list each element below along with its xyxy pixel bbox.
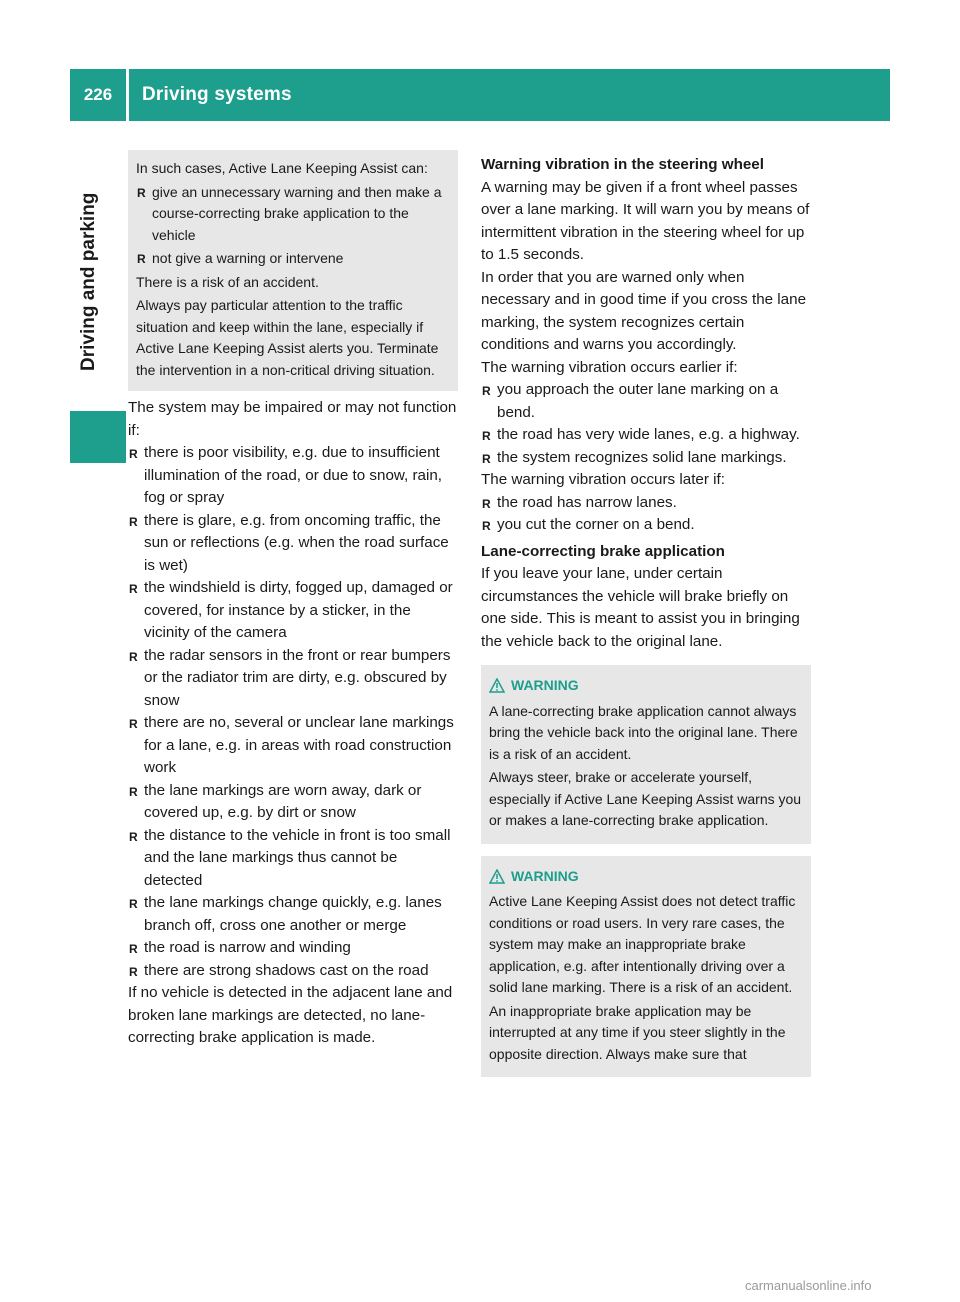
list-item: R you approach the outer lane marking on a bend. — [481, 379, 811, 424]
header-divider — [126, 69, 129, 121]
list-item: R give an unnecessary warning and then make a course-correcting brake application to the vehicle — [136, 182, 450, 247]
footer-watermark[interactable]: carmanualsonline.info — [745, 1278, 872, 1293]
list-item: R the road has very wide lanes, e.g. a highway. — [481, 424, 811, 447]
later-intro: The warning vibration occurs later if: — [481, 471, 725, 488]
vibration-paragraph-1: A warning may be given if a front wheel passes over a lane marking. It will warn you by means of intermittent vibration in the steering wheel for up to 1.5 seconds. — [481, 178, 810, 263]
vibration-paragraph-2: In order that you are warned only when necessary and in good time if you cross the lane marking, the system recognizes certain conditions and warns you accordingly. — [481, 268, 807, 353]
warning-label: WARNING — [511, 677, 579, 693]
list-item: R the distance to the vehicle in front is too small and the lane markings thus cannot be detected — [128, 825, 458, 893]
brake-paragraph: If you leave your lane, under certain circumstances the vehicle will brake briefly on one side. This is meant to assist you in bringing the vehicle back to the original lane. — [481, 565, 800, 650]
warning-box-2 — [481, 856, 811, 1078]
side-tab — [70, 121, 126, 1302]
warning-1-paragraph-1: A lane-correcting brake application cannot always bring the vehicle back into the original lane. There is a risk of an accident. — [489, 702, 798, 762]
left-column — [128, 150, 458, 1050]
list-item: R you cut the corner on a bend. — [481, 514, 811, 537]
list-item: R the road has narrow lanes. — [481, 492, 811, 515]
warning-title — [489, 866, 803, 888]
impaired-intro: The system may be impaired or may not function if: — [128, 399, 457, 439]
warning-1-paragraph-2: Always steer, brake or accelerate yourself, especially if Active Lane Keeping Assist warns you or makes a lane-correcting brake application. — [489, 769, 802, 828]
earlier-intro: The warning vibration occurs earlier if: — [481, 358, 738, 376]
list-item: R the road is narrow and winding — [128, 937, 458, 960]
list-item: R the system recognizes solid lane markings. — [481, 447, 811, 470]
section-title: Driving systems — [142, 84, 292, 105]
closing-paragraph: If no vehicle is detected in the adjacent lane and broken lane markings are detected, no lane-correcting brake application is made. — [128, 984, 453, 1046]
box-risk: There is a risk of an accident. — [136, 273, 319, 290]
list-item: R there is poor visibility, e.g. due to insufficient illumination of the road, or due to snow, rain, fog or spray — [128, 442, 458, 510]
warning-triangle-icon — [489, 678, 505, 693]
warning-triangle-icon — [489, 869, 505, 884]
list-item: R the windshield is dirty, fogged up, damaged or covered, for instance by a sticker, in the vicinity of the camera — [128, 577, 458, 645]
warning-2-paragraph-1: Active Lane Keeping Assist does not detect traffic conditions or road users. In very rare cases, the system may make an inappropriate brake application, e.g. after intentionally driving over a solid lane marking. There is a risk of an accident. — [489, 893, 796, 995]
list-item: R not give a warning or intervene — [136, 248, 450, 270]
caution-box — [128, 150, 458, 391]
list-item: R the lane markings are worn away, dark or covered up, e.g. by dirt or snow — [128, 780, 458, 825]
brake-heading: Lane-correcting brake application — [481, 542, 725, 560]
list-item: R there are strong shadows cast on the road — [128, 960, 458, 983]
box-advice: Always pay particular attention to the traffic situation and keep within the lane, especially if Active Lane Keeping Assist alerts you. Terminate the intervention in a non-critical driving situation. — [136, 297, 439, 378]
box-intro: In such cases, Active Lane Keeping Assist can: — [136, 160, 428, 176]
warning-box-1 — [481, 665, 811, 844]
warning-title — [489, 675, 803, 697]
warning-label: WARNING — [511, 867, 579, 884]
side-tab-label: Driving and parking — [78, 192, 99, 371]
list-item: R there is glare, e.g. from oncoming traffic, the sun or reflections (e.g. when the road surface is wet) — [128, 510, 458, 578]
vibration-heading: Warning vibration in the steering wheel — [481, 156, 764, 173]
warning-2-paragraph-2: An inappropriate brake application may be interrupted at any time if you steer slightly in the opposite direction. Always make sure that — [489, 1002, 786, 1062]
right-column — [481, 150, 811, 1077]
page-number: 226 — [83, 85, 113, 104]
list-item: R the radar sensors in the front or rear bumpers or the radiator trim are dirty, e.g. obscured by snow — [128, 645, 458, 713]
list-item: R the lane markings change quickly, e.g. lanes branch off, cross one another or merge — [128, 892, 458, 937]
list-item: R there are no, several or unclear lane markings for a lane, e.g. in areas with road construction work — [128, 712, 458, 780]
side-tab-marker — [70, 411, 126, 463]
